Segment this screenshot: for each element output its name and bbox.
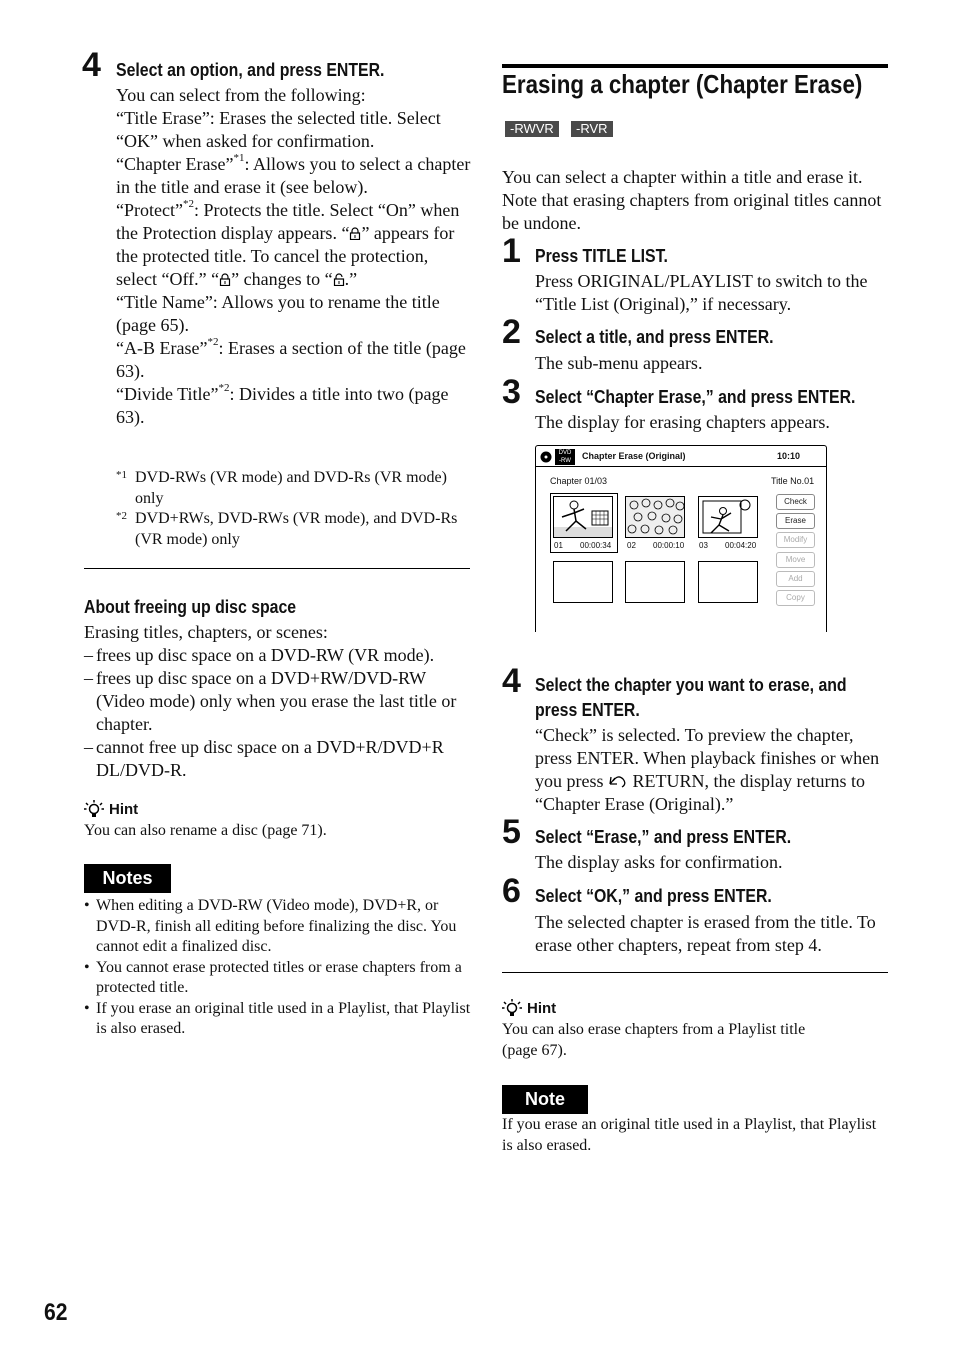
step-4-body [116, 84, 471, 429]
thumb-time: 00:00:34 [580, 541, 612, 550]
step-1-text: Press ORIGINAL/PLAYLIST to switch to the “Title List (Original),” if necessary. [535, 271, 868, 314]
ab-erase-option: “A-B Erase”$^{*2}$: Erases a section of the title (page 63). [116, 336, 466, 381]
empty-thumbnail [698, 561, 758, 603]
intro-text: You can select a chapter within a title and erase it. Note that erasing chapters from original titles cannot be undone. [502, 167, 882, 233]
step-1-heading: Press TITLE LIST. [535, 246, 668, 266]
page-number: 62 [44, 1299, 68, 1326]
step-5-text: The display asks for confirmation. [535, 852, 783, 872]
step-4-heading: Select an option, and press ENTER. [116, 60, 385, 80]
title-name-option: “Title Name”: Allows you to rename the title (page 65). [116, 292, 440, 335]
hint-text: You can also erase chapters from a Playlist title (page 67). [502, 1021, 806, 1059]
hint-icon [502, 999, 522, 1019]
step-4-text-right: “Check” is selected. To preview the chapter, press ENTER. When playback finishes or when you press RETURN, the display returns to “Chapter Erase (Original).” [535, 725, 880, 814]
chapter-thumbnail[interactable] [625, 496, 685, 538]
hint-label: Hint [109, 801, 139, 818]
chapter-erase-option: “Chapter Erase”$^{*1}$: Allows you to select a chapter in the title and erase it (see below). [116, 152, 471, 197]
format-badge-rwvr: -RWVR [505, 121, 559, 137]
step-3-text: The display for erasing chapters appears. [535, 412, 830, 432]
format-badge-rvr: -RVR [571, 121, 613, 137]
thumb-number: 02 [627, 541, 636, 550]
about-body [84, 621, 472, 782]
screen-title: Chapter Erase (Original) [582, 451, 686, 461]
note-text: If you erase an original title used in a Playlist, that Playlist is also erased. [502, 1116, 877, 1154]
disc-type-badge: DVD -RW [555, 449, 575, 465]
about-intro: Erasing titles, chapters, or scenes: [84, 622, 328, 642]
screen-divider [536, 466, 826, 467]
disc-icon [540, 451, 552, 463]
step-3-heading: Select “Chapter Erase,” and press ENTER. [535, 387, 856, 407]
notes-label: Notes [84, 864, 171, 893]
step-2-number: 2 [502, 313, 521, 351]
step-6-text: The selected chapter is erased from the title. To erase other chapters, repeat from step 4. [535, 912, 876, 955]
protect-option: “Protect”$^{*2}$: Protects the title. Select “On” when the Protection display appears. “ ” appears for the protected title. To cancel the protection, select “Off.” “ ” changes to “ .” [116, 198, 460, 289]
list-item: • If you erase an original title used in a Playlist, that Playlist is also erased. [84, 999, 471, 1037]
hint-icon [84, 800, 104, 820]
note-label: Note [502, 1085, 588, 1114]
hint-label: Hint [527, 1000, 557, 1017]
step-2-text: The sub-menu appears. [535, 353, 703, 373]
step-6-heading: Select “OK,” and press ENTER. [535, 886, 772, 906]
list-item: • When editing a DVD-RW (Video mode), DVD+R, or DVD-R, finish all editing before finalizing the disc. You cannot edit a finalized disc. [84, 897, 457, 955]
step-5-number: 5 [502, 813, 521, 851]
step-4-intro: You can select from the following: [116, 85, 366, 105]
step-5-heading: Select “Erase,” and press ENTER. [535, 827, 792, 847]
footnote-2: *2 DVD+RWs, DVD-RWs (VR mode), and DVD-Rs (VR mode) only [116, 510, 458, 548]
move-button[interactable]: Move [776, 552, 815, 568]
step-6-number: 6 [502, 872, 521, 910]
divider [502, 972, 888, 973]
list-item: – frees up disc space on a DVD+RW/DVD-RW (Video mode) only when you erase the last title or chapter. [84, 668, 457, 734]
divide-title-option: “Divide Title”$^{*2}$: Divides a title into two (page 63). [116, 382, 449, 427]
chapter-erase-screen [535, 445, 827, 632]
lock-icon [219, 273, 231, 286]
list-item: • You cannot erase protected titles or erase chapters from a protected title. [84, 958, 462, 996]
about-heading: About freeing up disc space [84, 597, 297, 617]
erase-button[interactable]: Erase [776, 513, 815, 529]
step-3-number: 3 [502, 373, 521, 411]
screen-clock: 10:10 [777, 451, 801, 461]
thumb-time: 00:00:10 [653, 541, 685, 550]
check-button[interactable]: Check [776, 494, 815, 510]
empty-thumbnail [625, 561, 685, 603]
footnotes [116, 468, 471, 550]
chapter-thumbnail[interactable] [553, 496, 613, 538]
chapter-thumbnail[interactable] [698, 496, 758, 538]
step-4-heading-right: Select the chapter you want to erase, and press ENTER. [535, 675, 847, 720]
list-item: – cannot free up disc space on a DVD+R/DVD+R DL/DVD-R. [84, 737, 444, 780]
return-icon [608, 774, 628, 788]
step-1-number: 1 [502, 232, 521, 270]
page-title: Erasing a chapter (Chapter Erase) [502, 69, 863, 99]
divider [84, 568, 470, 569]
list-item: – frees up disc space on a DVD-RW (VR mode). [84, 645, 435, 665]
thumb-number: 03 [699, 541, 708, 550]
modify-button[interactable]: Modify [776, 532, 815, 548]
title-number: Title No.01 [771, 476, 815, 486]
thumb-number: 01 [554, 541, 563, 550]
hint-text: You can also rename a disc (page 71). [84, 822, 327, 839]
notes-list [84, 896, 472, 1040]
lock-icon [349, 227, 361, 240]
chapter-counter: Chapter 01/03 [550, 476, 608, 486]
title-erase-option: “Title Erase”: Erases the selected title. Select “OK” when asked for confirmation. [116, 108, 441, 151]
footnote-1: *1 DVD-RWs (VR mode) and DVD-Rs (VR mode) only [116, 469, 447, 507]
step-2-heading: Select a title, and press ENTER. [535, 327, 774, 347]
unlock-icon [333, 273, 345, 286]
step-4-number-right: 4 [502, 662, 521, 700]
add-button[interactable]: Add [776, 571, 815, 587]
copy-button[interactable]: Copy [776, 590, 815, 606]
step-4-number: 4 [82, 46, 101, 84]
thumb-time: 00:04:20 [725, 541, 757, 550]
empty-thumbnail [553, 561, 613, 603]
